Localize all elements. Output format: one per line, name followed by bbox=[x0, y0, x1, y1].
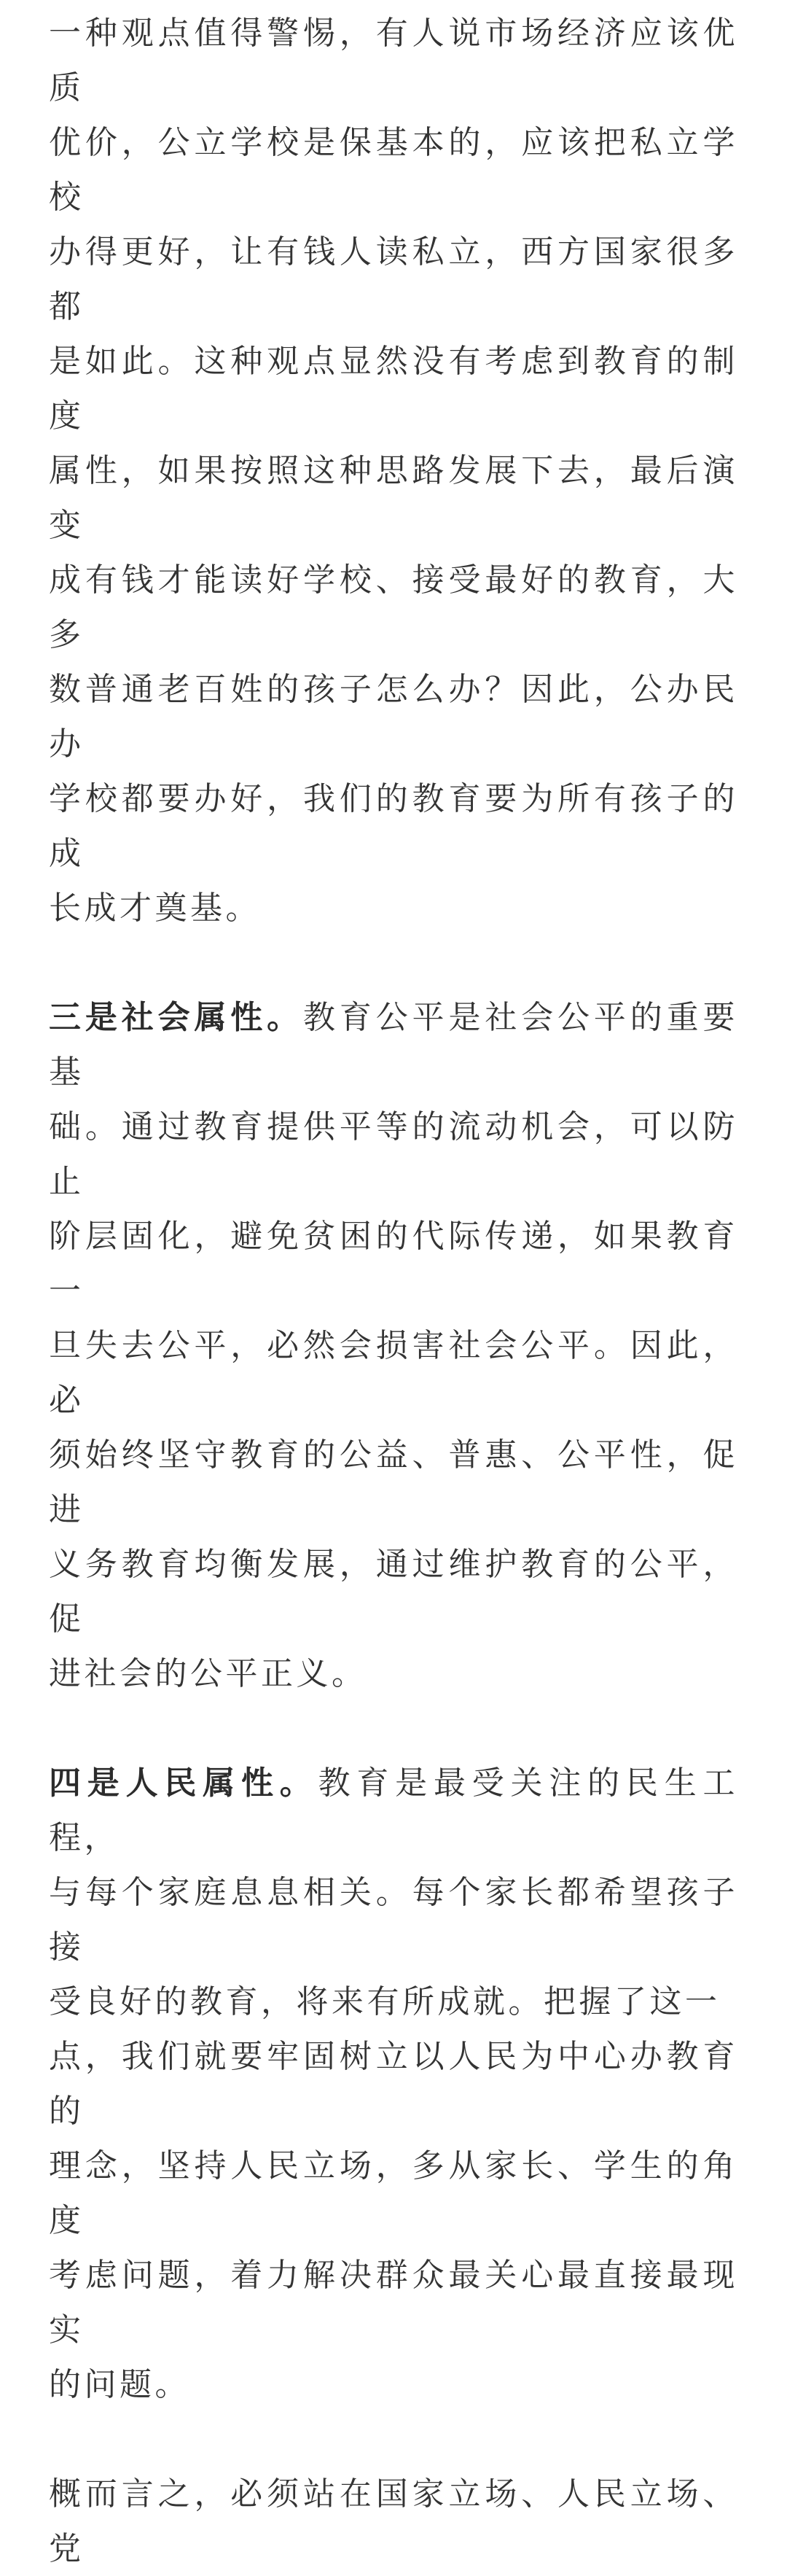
paragraph-text: 教育公平是社会公平的重要基 础。通过教育提供平等的流动机会，可以防止 阶层固化，避免贫困的代际传递，如果教育一 旦失去公平，必然会损害社会公平。因此，必 须始终坚守教育的公益、普惠、公平性，促进 义务教育均衡发展，通过维护教育的公平，促 进社会的公平正义。 bbox=[49, 999, 739, 1692]
paragraph-summary bbox=[49, 2467, 738, 2576]
paragraph-heading-social: 三是社会属性。 bbox=[49, 999, 304, 1036]
paragraph-heading-people: 四是人民属性。 bbox=[49, 1764, 318, 1802]
paragraph-social-attribute bbox=[49, 990, 738, 1701]
paragraph-text: 一种观点值得警惕，有人说市场经济应该优质 优价，公立学校是保基本的，应该把私立学校 办得更好，让有钱人读私立，西方国家很多都 是如此。这种观点显然没有考虑到教育的制度 属性，如果按照这种思路发展下去，最后演变 成有钱才能读好学校、接受最好的教育，大多 数普通老百姓的孩子怎么办？因此，公办民办 学校都要办好，我们的教育要为所有孩子的成 长成才奠基。 bbox=[49, 15, 738, 927]
article-body bbox=[49, 6, 738, 2576]
paragraph-text: 教育是最受关注的民生工程， 与每个家庭息息相关。每个家长都希望孩子接 受良好的教育，将来有所成就。把握了这一 点，我们就要牢固树立以人民为中心办教育的 理念，坚持人民立场，多从家长、学生的角度 考虑问题，着力解决群众最关心最直接最现实 的问题。 bbox=[49, 1764, 739, 2403]
paragraph-people-attribute bbox=[49, 1756, 738, 2412]
paragraph-text: 概而言之，必须站在国家立场、人民立场、党 bbox=[49, 2475, 738, 2567]
paragraph-private-school-view bbox=[49, 6, 738, 935]
